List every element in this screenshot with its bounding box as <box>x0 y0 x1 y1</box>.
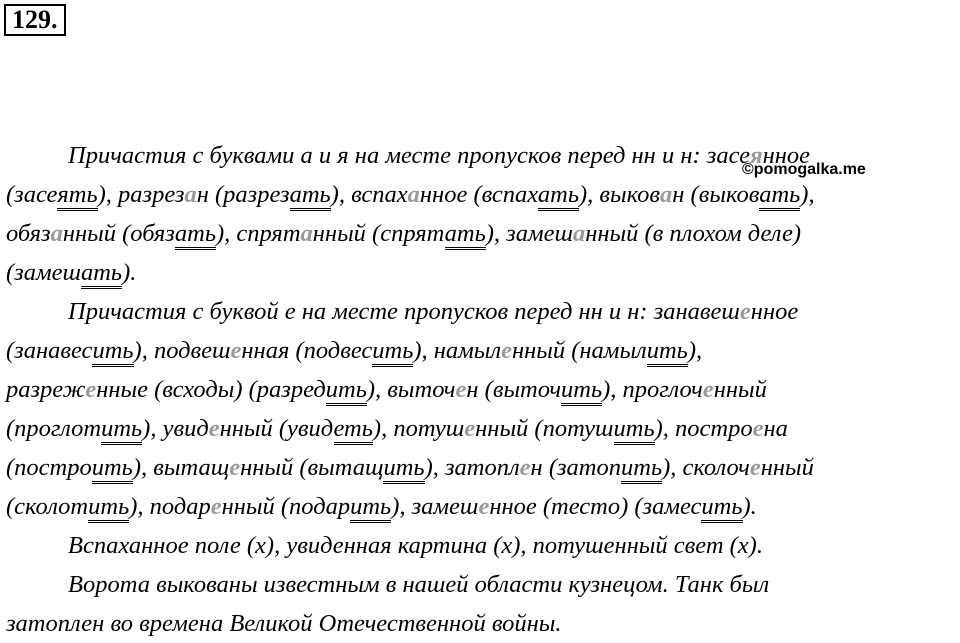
text-fragment: нное (вспах <box>419 181 538 208</box>
text-fragment: нный (в плохом деле) <box>585 220 802 247</box>
text-fragment: нное (тесто) (замес <box>489 493 702 520</box>
text-fragment: (занавес <box>6 337 93 364</box>
text-line <box>6 331 956 370</box>
text-fragment: нный (спрят <box>312 220 445 247</box>
verb-suffix-underlined: ать <box>81 259 122 289</box>
highlighted-letter: е <box>749 454 761 481</box>
text-fragment: ), сколоч <box>662 454 750 481</box>
highlighted-letter: е <box>478 493 490 520</box>
text-fragment: нная (подвес <box>241 337 373 364</box>
text-fragment: нный (увид <box>219 415 334 442</box>
text-fragment: ), замеш <box>391 493 479 520</box>
answer-text <box>6 136 956 643</box>
text-fragment: (постро <box>6 454 92 481</box>
text-fragment: Ворота выкованы известным в нашей области кузнецом. Танк был <box>68 571 770 598</box>
verb-suffix-underlined: ить <box>561 376 602 406</box>
text-line <box>6 175 956 214</box>
text-fragment: нный <box>713 376 767 403</box>
task-number: 129. <box>4 4 66 36</box>
text-line <box>6 604 956 643</box>
text-fragment: ), <box>687 337 703 364</box>
watermark: ©pomogalka.me <box>742 161 866 178</box>
text-line <box>6 448 956 487</box>
highlighted-letter: е <box>85 376 97 403</box>
verb-suffix-underlined: ять <box>57 181 97 211</box>
verb-suffix-underlined: ать <box>290 181 331 211</box>
text-fragment: ), выточ <box>366 376 456 403</box>
verb-suffix-underlined: ить <box>101 415 142 445</box>
text-fragment: ), постро <box>654 415 753 442</box>
text-fragment: ), спрят <box>215 220 301 247</box>
verb-suffix-underlined: еть <box>334 415 373 445</box>
verb-suffix-underlined: ать <box>175 220 216 250</box>
text-line <box>6 565 956 604</box>
text-fragment: Причастия с буквой е на месте пропусков перед нн и н: занавеш <box>68 298 740 325</box>
text-fragment: затоплен во времена Великой Отечественной войны. <box>6 610 562 637</box>
text-fragment: ), увид <box>142 415 209 442</box>
highlighted-letter: а <box>50 220 63 247</box>
text-line <box>6 136 956 175</box>
verb-suffix-underlined: ить <box>372 337 413 367</box>
highlighted-letter: е <box>229 454 241 481</box>
text-fragment: ), потуш <box>372 415 465 442</box>
text-fragment: н (выков <box>672 181 760 208</box>
text-fragment: Вспаханное поле (х), увиденная картина (х), потушенный свет (х). <box>68 532 763 559</box>
text-line <box>6 526 956 565</box>
text-fragment: ), намыл <box>413 337 502 364</box>
verb-suffix-underlined: ить <box>614 415 655 445</box>
highlighted-letter: е <box>210 493 222 520</box>
text-fragment: ), подвеш <box>133 337 231 364</box>
highlighted-letter: е <box>208 415 220 442</box>
text-fragment: ), замеш <box>485 220 573 247</box>
text-fragment: нный (намыл <box>511 337 647 364</box>
verb-suffix-underlined: ить <box>92 337 133 367</box>
text-fragment: Причастия с буквами а и я на месте пропусков перед нн и н: засе <box>68 142 750 169</box>
highlighted-letter: а <box>407 181 420 208</box>
text-line <box>6 292 956 331</box>
verb-suffix-underlined: ить <box>647 337 688 367</box>
verb-suffix-underlined: ать <box>445 220 486 250</box>
highlighted-letter: а <box>184 181 197 208</box>
highlighted-letter: а <box>300 220 313 247</box>
highlighted-letter: е <box>464 415 476 442</box>
text-fragment: ), затопл <box>424 454 520 481</box>
text-fragment: ). <box>742 493 757 520</box>
highlighted-letter: е <box>501 337 512 364</box>
text-fragment: ), <box>800 181 815 208</box>
text-fragment: (замеш <box>6 259 81 286</box>
text-fragment: ), вытащ <box>132 454 230 481</box>
text-fragment: ), разрез <box>97 181 185 208</box>
highlighted-letter: е <box>702 376 714 403</box>
text-fragment: нный (подар <box>221 493 351 520</box>
text-line <box>6 214 956 253</box>
highlighted-letter: я <box>750 142 763 169</box>
text-line <box>6 409 956 448</box>
highlighted-letter: е <box>752 415 764 442</box>
text-fragment: н (затоп <box>530 454 621 481</box>
highlighted-letter: а <box>572 220 586 247</box>
text-fragment: н (разрез <box>196 181 290 208</box>
text-fragment: нный (обяз <box>62 220 175 247</box>
verb-suffix-underlined: ить <box>88 493 129 523</box>
verb-suffix-underlined: ить <box>383 454 424 484</box>
verb-suffix-underlined: ить <box>350 493 391 523</box>
text-fragment: ), проглоч <box>602 376 703 403</box>
text-fragment: ), вспах <box>330 181 408 208</box>
verb-suffix-underlined: ить <box>326 376 367 406</box>
verb-suffix-underlined: ать <box>538 181 579 211</box>
text-fragment: нный (потуш <box>475 415 614 442</box>
text-fragment: обяз <box>6 220 51 247</box>
text-fragment: ), подар <box>129 493 211 520</box>
highlighted-letter: е <box>739 298 751 325</box>
verb-suffix-underlined: ить <box>701 493 742 523</box>
verb-suffix-underlined: ить <box>92 454 133 484</box>
text-fragment: ), выков <box>578 181 661 208</box>
text-fragment: нные (всходы) (разред <box>96 376 326 403</box>
verb-suffix-underlined: ить <box>621 454 662 484</box>
text-line <box>6 370 956 409</box>
text-fragment: разреж <box>6 376 86 403</box>
verb-suffix-underlined: ать <box>759 181 800 211</box>
text-fragment: нное <box>762 142 811 169</box>
text-fragment: (сколот <box>6 493 89 520</box>
text-fragment: нное <box>750 298 799 325</box>
highlighted-letter: е <box>455 376 467 403</box>
text-fragment: нный (вытащ <box>240 454 384 481</box>
text-fragment: на <box>763 415 788 442</box>
text-fragment: нный <box>760 454 814 481</box>
text-fragment: (проглот <box>6 415 102 442</box>
text-fragment: (засе <box>6 181 58 208</box>
text-fragment: ). <box>122 259 137 286</box>
text-line <box>6 487 956 526</box>
highlighted-letter: а <box>660 181 673 208</box>
text-fragment: н (выточ <box>466 376 562 403</box>
text-line <box>6 253 956 292</box>
highlighted-letter: е <box>230 337 242 364</box>
highlighted-letter: е <box>519 454 531 481</box>
